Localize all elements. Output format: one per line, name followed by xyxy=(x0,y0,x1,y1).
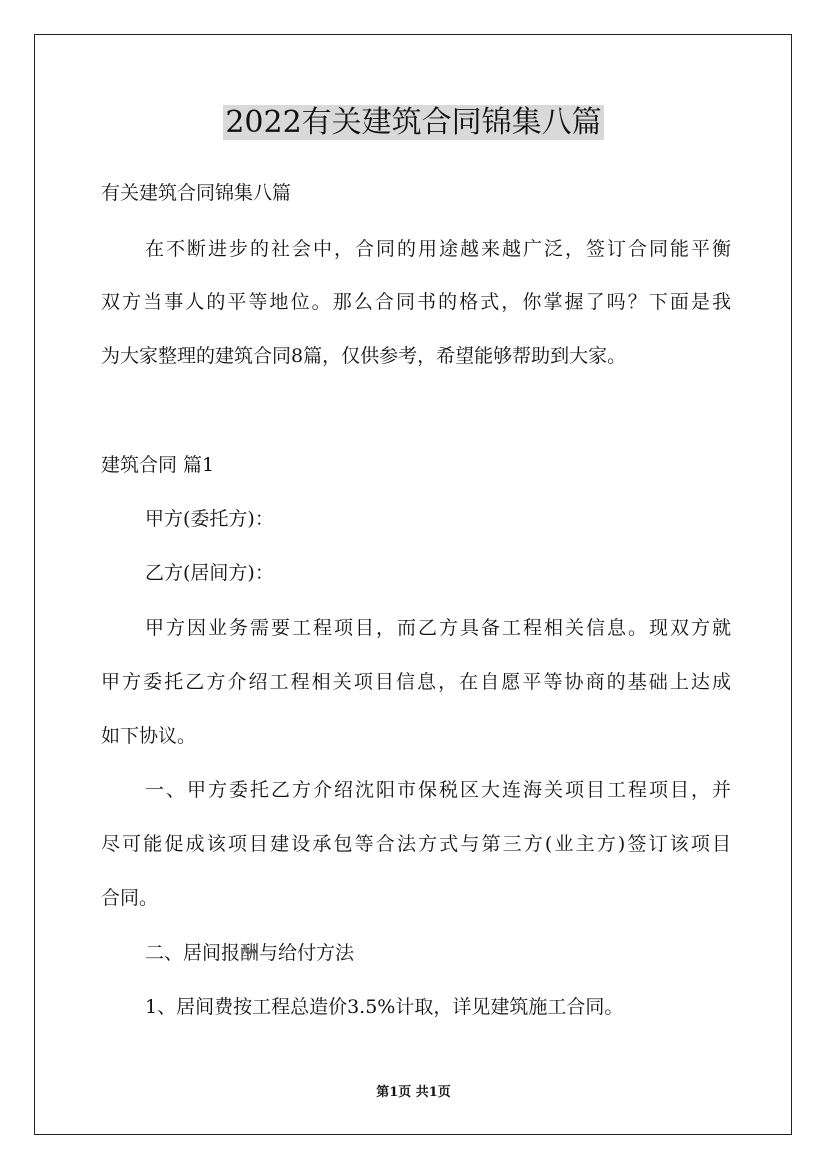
document-title xyxy=(0,103,827,143)
document-title-text: 2022有关建筑合同锦集八篇 xyxy=(225,105,602,140)
intro-line-1: 在不断进步的社会中，合同的用途越来越广泛，签订合同能平衡 xyxy=(145,238,731,260)
party-a-label: 甲方(委托方)： xyxy=(145,508,274,530)
document-subtitle: 有关建筑合同锦集八篇 xyxy=(101,182,292,204)
clause2-heading: 二、居间报酬与给付方法 xyxy=(145,942,355,964)
section-heading: 建筑合同 篇1 xyxy=(101,454,215,476)
para1-line-3: 如下协议。 xyxy=(101,725,197,747)
intro-line-3: 为大家整理的建筑合同8篇，仅供参考，希望能够帮助到大家。 xyxy=(101,345,627,367)
para2-line-2: 尽可能促成该项目建设承包等合法方式与第三方(业主方)签订该项目 xyxy=(101,833,731,855)
para1-line-2: 甲方委托乙方介绍工程相关项目信息，在自愿平等协商的基础上达成 xyxy=(101,671,731,693)
para1-line-1: 甲方因业务需要工程项目，而乙方具备工程相关信息。现双方就 xyxy=(145,617,731,639)
party-b-label: 乙方(居间方)： xyxy=(145,562,274,584)
para2-line-1: 一、甲方委托乙方介绍沈阳市保税区大连海关项目工程项目，并 xyxy=(145,779,731,801)
para2-line-3: 合同。 xyxy=(101,887,159,909)
page-footer: 第1页 共1页 xyxy=(376,1085,451,1100)
clause2-item-1: 1、居间费按工程总造价3.5%计取，详见建筑施工合同。 xyxy=(145,996,624,1018)
intro-line-2: 双方当事人的平等地位。那么合同书的格式，你掌握了吗？下面是我 xyxy=(101,291,731,313)
